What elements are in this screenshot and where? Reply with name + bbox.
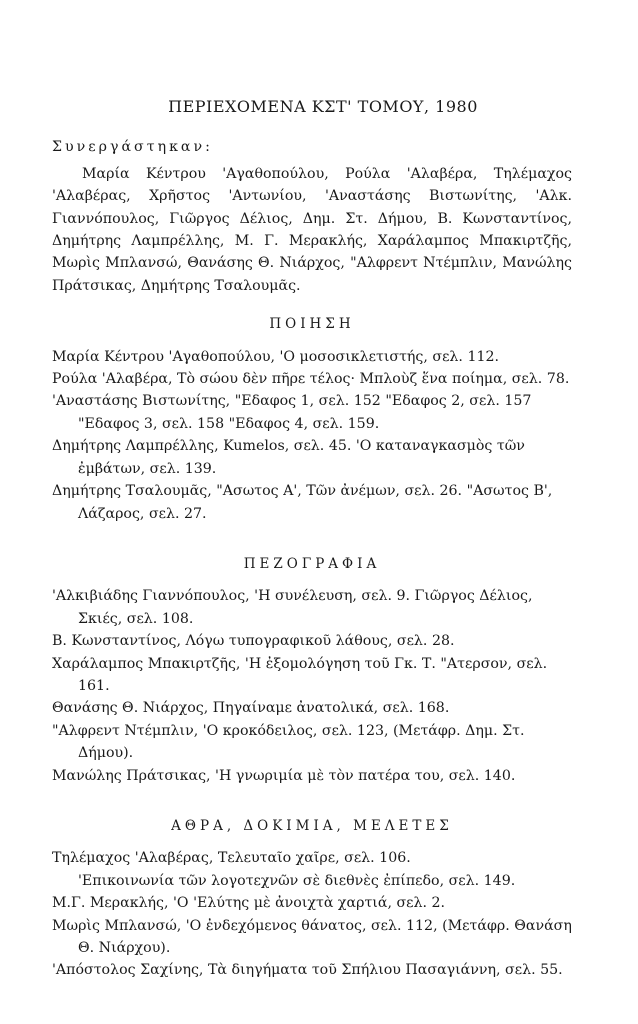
table-of-contents	[52, 96, 572, 982]
list-item: Μανώλης Πράτσικας, 'Η γνωριμία μὲ τὸν πατέρα του, σελ. 140.	[52, 767, 516, 784]
section-heading-poetry: ΠΟΙΗΣΗ	[269, 316, 355, 333]
list-item: 'Αλκιβιάδης Γιαννόπουλος, 'Η συνέλευση, σελ. 9. Γιῶργος Δέλιος, Σκιές, σελ. 108.	[52, 588, 533, 627]
list-item: 'Επικοινωνία τῶν λογοτεχνῶν σὲ διεθνὲς ἐπίπεδο, σελ. 149.	[78, 872, 516, 889]
list-item: 'Απόστολος Σαχίνης, Τὰ διηγήματα τοῦ Σπήλιου Πασαγιάννη, σελ. 55.	[52, 962, 563, 979]
section-heading-prose: ΠΕΖΟΓΡΑΦΙΑ	[243, 555, 381, 572]
list-item: "Αλφρεντ Ντέμπλιν, 'Ο κροκόδειλος, σελ. 123, (Μετάφρ. Δημ. Στ. Δήμου).	[52, 722, 525, 762]
list-item: Ρούλα 'Αλαβέρα, Τὸ σώου δὲν πῆρε τέλος· Μπλοὺζ ἕνα ποίημα, σελ. 78.	[52, 371, 570, 388]
list-item: Μωρὶς Μπλανσώ, 'Ο ἐνδεχόμενος θάνατος, σελ. 112, (Μετάφρ. Θανάση Θ. Νιάρχου).	[52, 917, 572, 956]
list-item: Δημήτρης Τσαλουμᾶς, "Ασωτος Α', Τῶν ἀνέμων, σελ. 26. "Ασωτος Β', Λάζαρος, σελ. 27.	[52, 483, 553, 522]
list-item: Δημήτρης Λαμπρέλλης, Kumelos, σελ. 45. 'Ο καταναγκασμὸς τῶν ἐμβάτων, σελ. 139.	[52, 438, 525, 477]
contributors-list: Μαρία Κέντρου 'Αγαθοπούλου, Ρούλα 'Αλαβέρα, Τηλέμαχος 'Αλαβέρας, Χρῆστος 'Αντωνίου, 'Αναστάσης Βιστωνίτης, 'Αλκ. Γιαννόπουλος, Γιῶργος Δέλιος, Δημ. Στ. Δήμου, Β. Κωνσταντίνος, Δημήτρης Λαμπρέλλης, Μ. Γ. Μερακλής, Χαράλαμπος Μπακιρτζῆς, Μωρὶς Μπλανσώ, Θανάσης Θ. Νιάρχος, "Αλφρεντ Ντέμπλιν, Μανώλης Πράτσικας, Δημήτρης Τσαλουμᾶς.	[52, 165, 572, 294]
page-title: ΠΕΡΙΕΧΟΜΕΝΑ ΚΣΤ' ΤΟΜΟΥ, 1980	[168, 97, 478, 116]
section-heading-essays: ΑΘΡΑ, ΔΟΚΙΜΙΑ, ΜΕΛΕΤΕΣ	[171, 817, 453, 834]
list-item: Χαράλαμπος Μπακιρτζῆς, 'Η ἐξομολόγηση τοῦ Γκ. Τ. "Ατερσον, σελ. 161.	[52, 655, 548, 694]
list-item: Μαρία Κέντρου 'Αγαθοπούλου, 'Ο μοσοσικλετιστής, σελ. 112.	[52, 348, 500, 365]
list-item: Θανάσης Θ. Νιάρχος, Πηγαίναμε ἀνατολικά, σελ. 168.	[52, 700, 450, 717]
list-item: Μ.Γ. Μερακλής, 'Ο 'Ελύτης μὲ ἀνοιχτὰ χαρτιά, σελ. 2.	[52, 895, 446, 912]
list-item: Β. Κωνσταντίνος, Λόγω τυπογραφικοῦ λάθους, σελ. 28.	[52, 633, 455, 650]
list-item: Τηλέμαχος 'Αλαβέρας, Τελευταῖο χαῖρε, σελ. 106.	[52, 850, 411, 867]
list-item: 'Αναστάσης Βιστωνίτης, "Εδαφος 1, σελ. 152 "Εδαφος 2, σελ. 157 "Εδαφος 3, σελ. 158 "Εδαφος 4, σελ. 159.	[52, 393, 532, 432]
contributors-heading: Συνεργάστηκαν:	[52, 139, 213, 156]
